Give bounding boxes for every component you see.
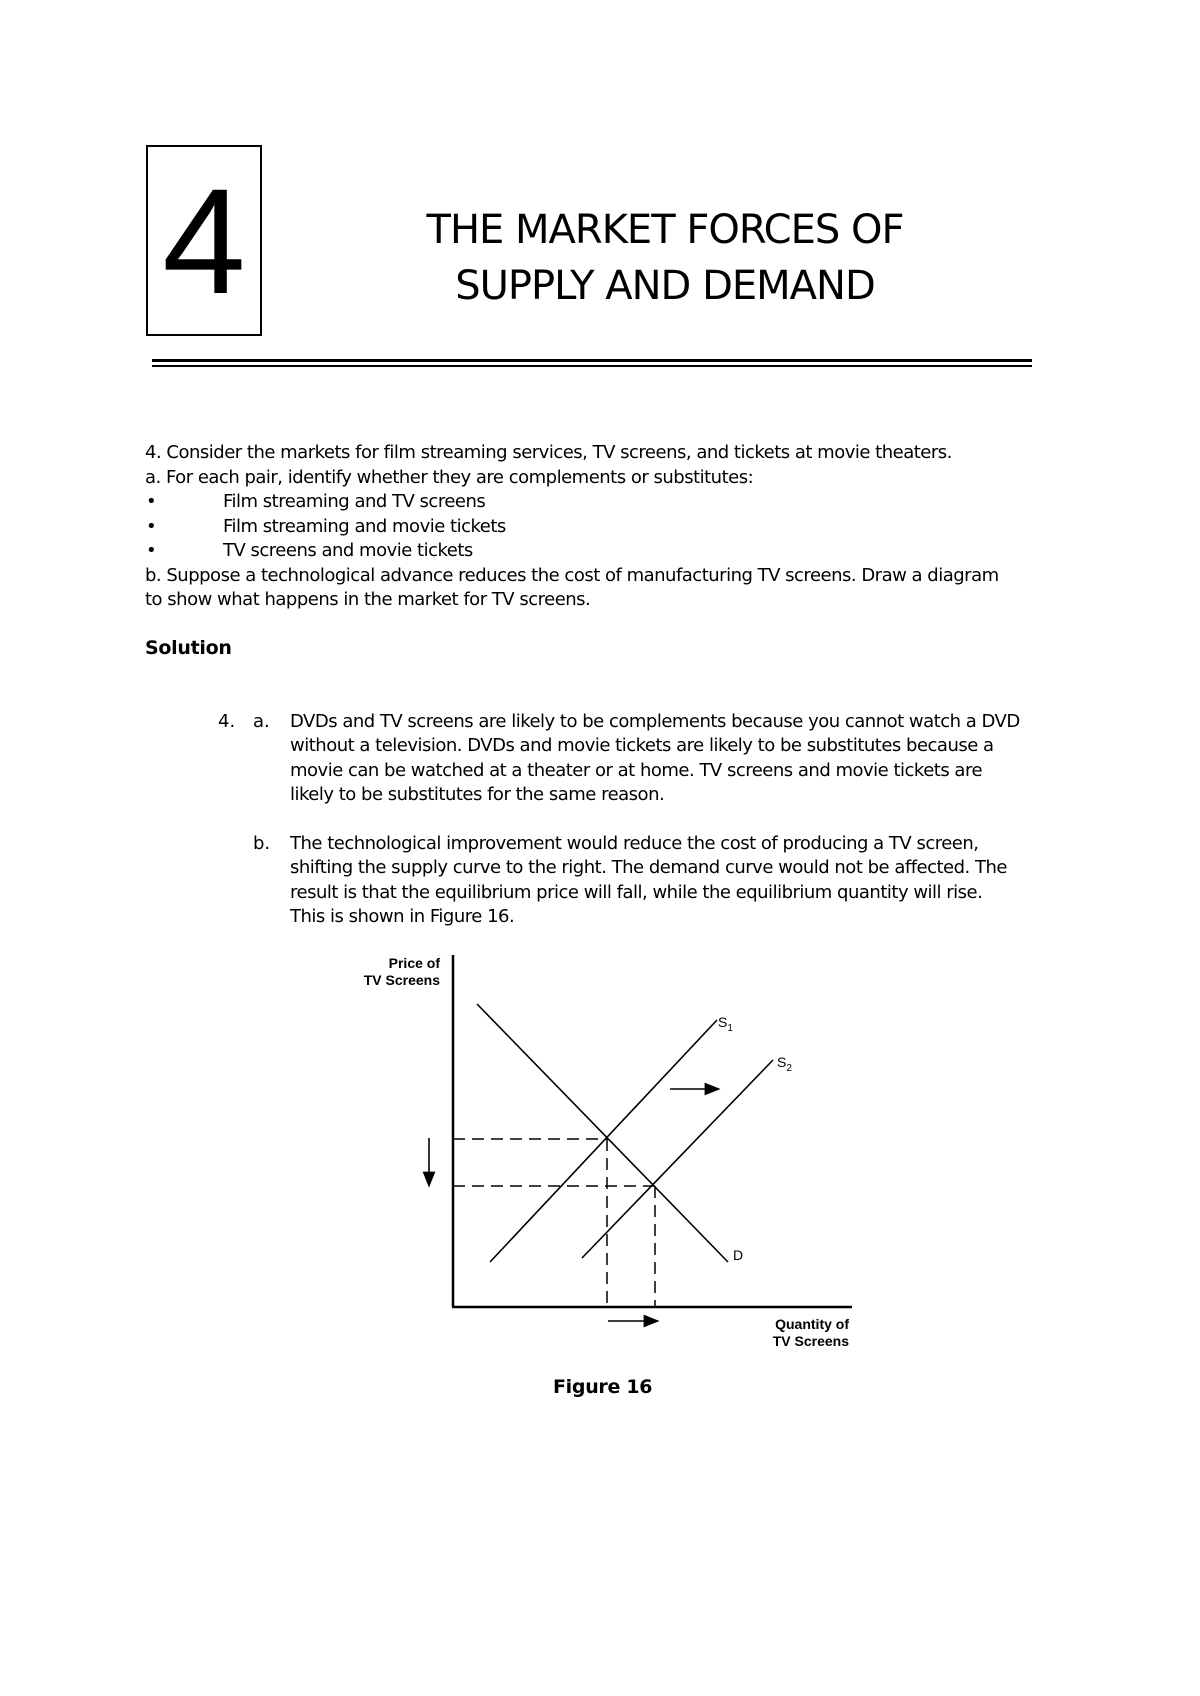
question-part-a: a. For each pair, identify whether they are complements or substitutes: <box>145 467 754 488</box>
answer-b-line: shifting the supply curve to the right. The demand curve would not be affected. The <box>290 857 1007 878</box>
bullet-item: Film streaming and movie tickets <box>223 516 506 537</box>
answer-a-line: without a television. DVDs and movie tickets are likely to be substitutes because a <box>290 735 994 756</box>
chapter-title-line1: THE MARKET FORCES OF <box>426 207 904 253</box>
y-axis-label-line2: TV Screens <box>363 972 440 988</box>
figure-caption: Figure 16 <box>553 1376 653 1398</box>
supply-curve-s1 <box>490 1020 717 1262</box>
bullet-symbol: • <box>146 516 157 537</box>
answer-b-line: This is shown in Figure 16. <box>290 906 515 927</box>
x-axis-label-line1: Quantity of <box>775 1316 849 1332</box>
answer-a-line: movie can be watched at a theater or at home. TV screens and movie tickets are <box>290 760 983 781</box>
demand-label: D <box>733 1247 744 1263</box>
divider-rule-bottom <box>152 365 1032 367</box>
bullet-item: TV screens and movie tickets <box>223 540 473 561</box>
answer-a-label: a. <box>253 711 270 732</box>
chapter-number: 4 <box>162 156 246 325</box>
question-part-b-line1: b. Suppose a technological advance reduces the cost of manufacturing TV screens. Draw a diagram <box>145 565 999 586</box>
question-part-b-line2: to show what happens in the market for TV screens. <box>145 589 591 610</box>
solution-heading: Solution <box>145 637 232 659</box>
chapter-title <box>330 202 1000 314</box>
chapter-number-box <box>146 145 262 336</box>
answer-b-line: result is that the equilibrium price will fall, while the equilibrium quantity will rise. <box>290 882 983 903</box>
answer-number: 4. <box>218 711 236 732</box>
bullet-symbol: • <box>146 491 157 512</box>
answer-a-line: likely to be substitutes for the same reason. <box>290 784 665 805</box>
x-axis-label-line2: TV Screens <box>772 1333 849 1349</box>
bullet-symbol: • <box>146 540 157 561</box>
divider-rule-top <box>152 359 1032 362</box>
answer-b-line: The technological improvement would reduce the cost of producing a TV screen, <box>290 833 979 854</box>
question-intro: 4. Consider the markets for film streaming services, TV screens, and tickets at movie theaters. <box>145 442 952 463</box>
s2-label: $S_2$ <box>777 1054 792 1074</box>
answer-b-label: b. <box>253 833 271 854</box>
supply-demand-diagram <box>340 940 880 1360</box>
y-axis-label-line1: Price of <box>388 955 440 971</box>
answer-a-line: DVDs and TV screens are likely to be complements because you cannot watch a DVD <box>290 711 1020 732</box>
bullet-item: Film streaming and TV screens <box>223 491 486 512</box>
chapter-title-line2: SUPPLY AND DEMAND <box>455 263 875 309</box>
demand-curve <box>477 1004 728 1262</box>
s1-label: $S_1$ <box>718 1014 733 1034</box>
